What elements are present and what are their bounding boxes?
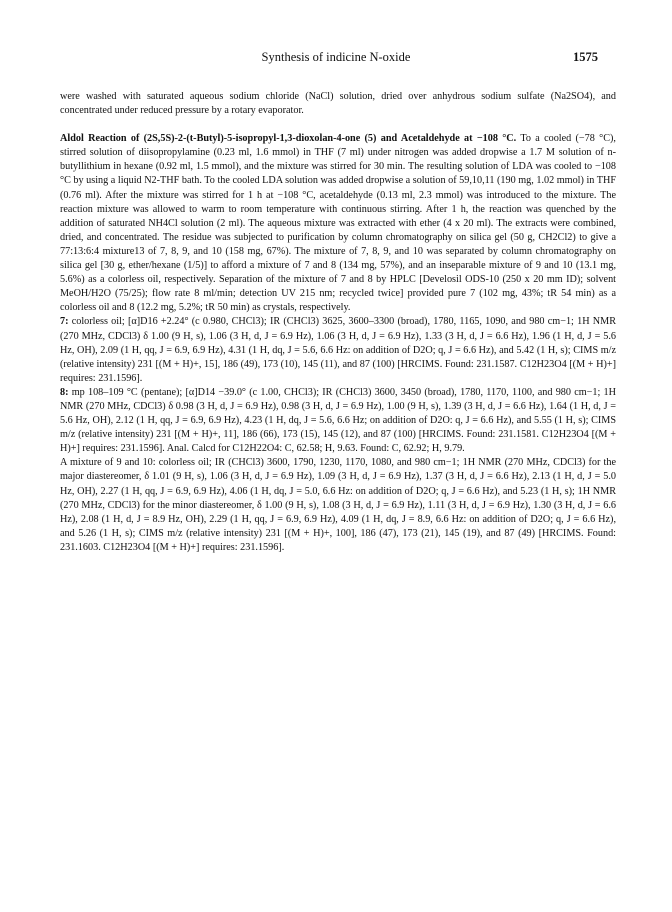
paragraph-aldol-text: To a cooled (−78 °C), stirred solution of diisopropylamine (0.23 ml, 1.6 mmol) in THF (7 ml) under nitrogen was added dropwise a 1.7 M solution of n-butyllithium in hexane (0.92 ml, 1.5 mmol), and the mixture was stirred for 30 min. The resulting solution of LDA was cooled to −108 °C by using a liquid N2-THF bath. To the cooled LDA solution was added dropwise a solution of 59,10,11 (190 mg, 1.02 mmol) in THF (0.76 ml). After the mixture was stirred for 1 h at −108 °C, acetaldehyde (0.13 ml, 2.3 mmol) was introduced to the mixture. The reaction mixture was allowed to warm to room temperature with continuous stirring. After 1 h, the reaction was quenched by the addition of saturated NH4Cl solution (2 ml). The aqueous mixture was extracted with ether (4 x 20 ml). The extracts were combined, dried, and concentrated. The residue was subjected to purification by column chromatography on silica gel (50 g, CH2Cl2) to give a 77:13:6:4 mixture13 of 7, 8, 9, and 10 (158 mg, 67%). The mixture of 7, 8, 9, and 10 was separated by column chromatography on silica gel [30 g, ether/hexane (1/5)] to afford a mixture of 7 and 8 (134 mg, 57%), and an inseparable mixture of 9 and 10 (13.1 mg, 5.6%) as a colorless oil, respectively. Separation of the mixture of 7 and 8 by HPLC [Develosil ODS-10 (250 x 20 mm ID); solvent MeOH/H2O (75/25); flow rate 8 ml/min; detection UV 215 nm; recycled twice] provided pure 7 (102 mg, 43%; tR 54 min) as a colorless oil and 8 (12.2 mg, 5.2%; tR 50 min) as crystals, respectively.: [60, 133, 616, 314]
paragraph-compound-7: [60, 315, 616, 385]
compound-8-text: mp 108–109 °C (pentane); [α]D14 −39.0° (c 1.00, CHCl3); IR (CHCl3) 3600, 3450 (broad), 1780, 1170, 1100, and 980 cm−1; 1H NMR (270 MHz, CDCl3) δ 0.98 (3 H, d, J = 6.9 Hz), 0.98 (3 H, d, J = 6.9 Hz), 1.00 (9 H, s), 1.39 (3 H, d, J = 6.6 Hz), 1.64 (1 H, d, J = 5.6 Hz, OH), 2.12 (1 H, qq, J = 6.9, 6.9 Hz), 4.23 (1 H, dq, J = 5.6, 6.6 Hz; on addition of D2O: q, J = 6.6 Hz), and 5.55 (1 H, s); CIMS m/z (relative intensity) 231 [(M + H)+, 11], 186 (66), 173 (15), 145 (12), and 87 (100) [HRCIMS. Found: 231.1581. C12H23O4 [(M + H)+] requires: 231.1596]. Anal. Calcd for C12H22O4: C, 62.58; H, 9.63. Found: C, 62.92; H, 9.79.: [60, 386, 616, 455]
compound-8-label: 8:: [60, 386, 69, 398]
paragraph-compound-8: [60, 386, 616, 456]
section-heading-aldol: Aldol Reaction of (2S,5S)-2-(t-Butyl)-5-isopropyl-1,3-dioxolan-4-one (5) and Acetaldehyde at −108 °C.: [60, 133, 517, 145]
paragraph-continuation: [60, 90, 616, 118]
compound-7-text: colorless oil; [α]D16 +2.24° (c 0.980, CHCl3); IR (CHCl3) 3625, 3600–3300 (broad), 1780, 1165, 1090, and 980 cm−1; 1H NMR (270 MHz, CDCl3) δ 1.00 (9 H, s), 1.06 (3 H, d, J = 6.9 Hz), 1.06 (3 H, d, J = 6.9 Hz), 1.33 (3 H, d, J = 6.6 Hz), 1.96 (1 H, d, J = 5.6 Hz, OH), 2.09 (1 H, qq, J = 6.9, 6.9 Hz), 4.31 (1 H, dq, J = 5.6, 6.6 Hz: on addition of D2O; q, J = 6.6 Hz), and 5.42 (1 H, s); CIMS m/z (relative intensity) 231 [(M + H)+, 15], 186 (49), 173 (10), 145 (11), and 87 (100) [HRCIMS. Found: 231.1587. C12H23O4 [(M + H)+] requires: 231.1596].: [60, 316, 616, 384]
page-number: 1575: [573, 50, 598, 64]
paragraph-continuation-text: were washed with saturated aqueous sodium chloride (NaCl) solution, dried over anhydrous sodium sulfate (Na2SO4), and concentrated under reduced pressure by a rotary evaporator.: [60, 91, 616, 117]
paragraph-aldol-reaction: [60, 132, 616, 315]
body-text: [60, 90, 616, 555]
compound-7-label: 7:: [60, 316, 69, 328]
mixture-9-10-text: A mixture of 9 and 10: colorless oil; IR (CHCl3) 3600, 1790, 1230, 1170, 1080, and 980 cm−1; 1H NMR (270 MHz, CDCl3) for the major diastereomer, δ 1.01 (9 H, s), 1.06 (3 H, d, J = 6.9 Hz), 1.09 (3 H, d, J = 6.9 Hz), 1.37 (3 H, d, J = 6.6 Hz), 2.13 (1 H, d, J = 5.0 Hz, OH), 2.27 (1 H, qq, J = 6.9, 6.9 Hz), 4.06 (1 H, dq, J = 5.0, 6.6 Hz: on addition of D2O; q, J = 6.6 Hz), and 5.23 (1 H, s); 1H NMR (270 MHz, CDCl3) for the minor diastereomer, δ 1.00 (9 H, s), 1.08 (3 H, d, J = 6.9 Hz), 1.11 (3 H, d, J = 6.9 Hz), 1.30 (3 H, d, J = 6.6 Hz), 2.08 (1 H, d, J = 8.9 Hz, OH), 2.29 (1 H, qq, J = 6.9, 6.9 Hz), 4.09 (1 H, dq, J = 8.9, 6.6 Hz: on addition of D2O; q, J = 6.6 Hz), and 5.26 (1 H, s); CIMS m/z (relative intensity) 231 [(M + H)+, 100], 186 (47), 173 (21), 145 (19), and 87 (49) [HRCIMS. Found: 231.1603. C12H23O4 [(M + H)+] requires: 231.1596].: [60, 457, 616, 553]
paragraph-mixture-9-10: [60, 456, 616, 555]
running-title: Synthesis of indicine N-oxide: [261, 50, 411, 64]
